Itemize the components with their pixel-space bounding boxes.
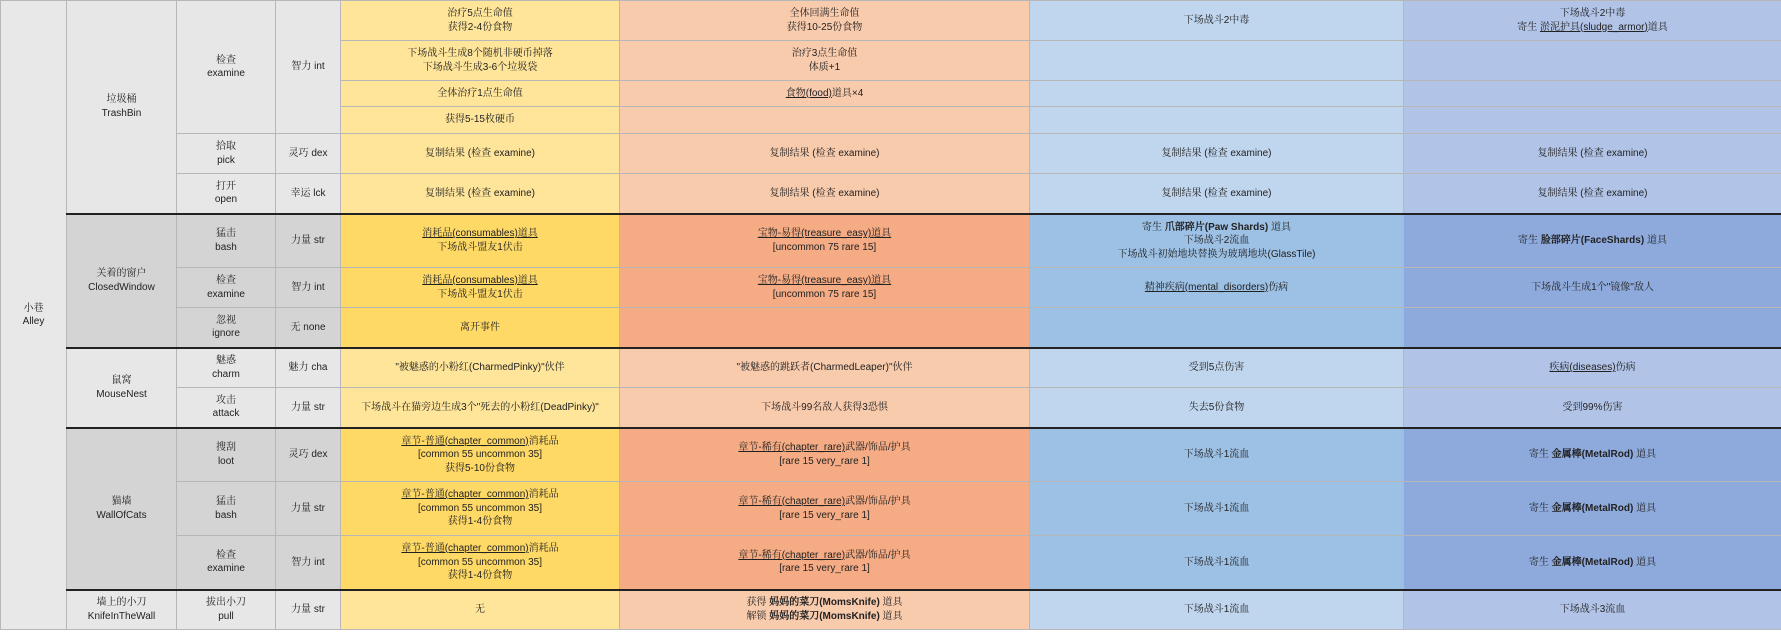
attr-cell: 力量 str	[276, 482, 341, 536]
object-cell-mousenest: 鼠窝 MouseNest	[67, 348, 177, 428]
success-cell: 宝物-易得(treasure_easy)道具 [uncommon 75 rare 15]	[620, 214, 1030, 268]
success-cell: 食物(food)道具×4	[620, 81, 1030, 107]
crit-fail-cell: 复制结果 (检查 examine)	[1404, 134, 1781, 174]
crit-success-cell: 获得5-15枚硬币	[341, 107, 620, 134]
fail-cell: 下场战斗1流血	[1030, 428, 1404, 482]
area-cell: 小巷 Alley	[1, 1, 67, 630]
object-cell-trashbin: 垃圾桶 TrashBin	[67, 1, 177, 214]
action-cell: 拾取 pick	[177, 134, 276, 174]
attr-cell: 力量 str	[276, 590, 341, 630]
table-row	[1, 308, 1781, 348]
crit-fail-cell: 寄生 金属棒(MetalRod) 道具	[1404, 482, 1781, 536]
attr-cell: 智力 int	[276, 268, 341, 308]
success-cell: 复制结果 (检查 examine)	[620, 134, 1030, 174]
fail-cell: 受到5点伤害	[1030, 348, 1404, 388]
attr-cell: 灵巧 dex	[276, 428, 341, 482]
action-cell: 猛击 bash	[177, 214, 276, 268]
success-cell: 治疗3点生命值 体质+1	[620, 41, 1030, 81]
fail-cell: 寄生 爪部碎片(Paw Shards) 道具 下场战斗2流血 下场战斗初始地块替换为玻璃地块(GlassTile)	[1030, 214, 1404, 268]
table-row	[1, 134, 1781, 174]
table-row	[1, 174, 1781, 214]
crit-success-cell: 消耗品(consumables)道具 下场战斗盟友1伏击	[341, 268, 620, 308]
crit-fail-cell: 下场战斗生成1个"镜像"敌人	[1404, 268, 1781, 308]
fail-cell: 精神疾病(mental_disorders)伤病	[1030, 268, 1404, 308]
success-cell: 全体回满生命值 获得10-25份食物	[620, 1, 1030, 41]
object-cell-knifeinthewall: 墙上的小刀 KnifeInTheWall	[67, 590, 177, 630]
success-cell: "被魅惑的跳跃者(CharmedLeaper)"伙伴	[620, 348, 1030, 388]
action-cell: 打开 open	[177, 174, 276, 214]
action-cell: 忽视 ignore	[177, 308, 276, 348]
attr-cell: 无 none	[276, 308, 341, 348]
table-row	[1, 348, 1781, 388]
success-cell: 宝物-易得(treasure_easy)道具 [uncommon 75 rare 15]	[620, 268, 1030, 308]
table-row	[1, 428, 1781, 482]
crit-fail-cell: 下场战斗2中毒 寄生 淤泥护具(sludge_armor)道具	[1404, 1, 1781, 41]
crit-fail-cell	[1404, 308, 1781, 348]
crit-fail-cell: 下场战斗3流血	[1404, 590, 1781, 630]
crit-success-cell: 复制结果 (检查 examine)	[341, 134, 620, 174]
success-cell: 下场战斗99名敌人获得3恐惧	[620, 388, 1030, 428]
fail-cell: 下场战斗1流血	[1030, 590, 1404, 630]
attr-cell: 力量 str	[276, 388, 341, 428]
fail-cell	[1030, 41, 1404, 81]
fail-cell: 复制结果 (检查 examine)	[1030, 174, 1404, 214]
object-cell-closedwindow: 关着的窗户 ClosedWindow	[67, 214, 177, 348]
fail-cell: 失去5份食物	[1030, 388, 1404, 428]
crit-fail-cell: 受到99%伤害	[1404, 388, 1781, 428]
action-cell: 检查 examine	[177, 536, 276, 590]
success-cell: 章节-稀有(chapter_rare)武器/饰品/护具 [rare 15 very_rare 1]	[620, 482, 1030, 536]
attr-cell: 智力 int	[276, 536, 341, 590]
crit-success-cell: 下场战斗生成8个随机非硬币掉落 下场战斗生成3-6个垃圾袋	[341, 41, 620, 81]
crit-success-cell: 治疗5点生命值 获得2-4份食物	[341, 1, 620, 41]
crit-success-cell: 复制结果 (检查 examine)	[341, 174, 620, 214]
crit-fail-cell	[1404, 41, 1781, 81]
attr-cell: 灵巧 dex	[276, 134, 341, 174]
crit-success-cell: 章节-普通(chapter_common)消耗品 [common 55 uncommon 35] 获得5-10份食物	[341, 428, 620, 482]
object-cell-wallofcats: 猫墙 WallOfCats	[67, 428, 177, 590]
fail-cell: 下场战斗1流血	[1030, 482, 1404, 536]
attr-cell: 力量 str	[276, 214, 341, 268]
table-row	[1, 590, 1781, 630]
crit-success-cell: 下场战斗在猫旁边生成3个"死去的小粉红(DeadPinky)"	[341, 388, 620, 428]
fail-cell	[1030, 81, 1404, 107]
success-cell	[620, 107, 1030, 134]
attr-cell: 幸运 lck	[276, 174, 341, 214]
attr-cell: 智力 int	[276, 1, 341, 134]
success-cell: 复制结果 (检查 examine)	[620, 174, 1030, 214]
table-row	[1, 214, 1781, 268]
success-cell: 获得 妈妈的菜刀(MomsKnife) 道具 解锁 妈妈的菜刀(MomsKnife) 道具	[620, 590, 1030, 630]
crit-fail-cell: 寄生 金属棒(MetalRod) 道具	[1404, 536, 1781, 590]
crit-success-cell: 全体治疗1点生命值	[341, 81, 620, 107]
crit-success-cell: 章节-普通(chapter_common)消耗品 [common 55 uncommon 35] 获得1-4份食物	[341, 536, 620, 590]
crit-fail-cell	[1404, 107, 1781, 134]
fail-cell: 下场战斗2中毒	[1030, 1, 1404, 41]
fail-cell: 下场战斗1流血	[1030, 536, 1404, 590]
crit-success-cell: 消耗品(consumables)道具 下场战斗盟友1伏击	[341, 214, 620, 268]
success-cell	[620, 308, 1030, 348]
crit-success-cell: 章节-普通(chapter_common)消耗品 [common 55 uncommon 35] 获得1-4份食物	[341, 482, 620, 536]
action-cell: 检查 examine	[177, 268, 276, 308]
crit-fail-cell: 寄生 脸部碎片(FaceShards) 道具	[1404, 214, 1781, 268]
action-cell: 搜刮 loot	[177, 428, 276, 482]
crit-fail-cell: 寄生 金属棒(MetalRod) 道具	[1404, 428, 1781, 482]
table-row	[1, 482, 1781, 536]
action-cell: 攻击 attack	[177, 388, 276, 428]
crit-success-cell: "被魅惑的小粉红(CharmedPinky)"伙伴	[341, 348, 620, 388]
action-cell: 猛击 bash	[177, 482, 276, 536]
success-cell: 章节-稀有(chapter_rare)武器/饰品/护具 [rare 15 very_rare 1]	[620, 428, 1030, 482]
table-row	[1, 536, 1781, 590]
action-cell: 检查 examine	[177, 1, 276, 134]
table-row	[1, 1, 1781, 41]
success-cell: 章节-稀有(chapter_rare)武器/饰品/护具 [rare 15 very_rare 1]	[620, 536, 1030, 590]
table-row	[1, 388, 1781, 428]
fail-cell	[1030, 107, 1404, 134]
crit-fail-cell	[1404, 81, 1781, 107]
attr-cell: 魅力 cha	[276, 348, 341, 388]
action-cell: 拔出小刀 pull	[177, 590, 276, 630]
table-row	[1, 268, 1781, 308]
crit-fail-cell: 疾病(diseases)伤病	[1404, 348, 1781, 388]
action-cell: 魅惑 charm	[177, 348, 276, 388]
fail-cell: 复制结果 (检查 examine)	[1030, 134, 1404, 174]
crit-fail-cell: 复制结果 (检查 examine)	[1404, 174, 1781, 214]
fail-cell	[1030, 308, 1404, 348]
crit-success-cell: 离开事件	[341, 308, 620, 348]
crit-success-cell: 无	[341, 590, 620, 630]
